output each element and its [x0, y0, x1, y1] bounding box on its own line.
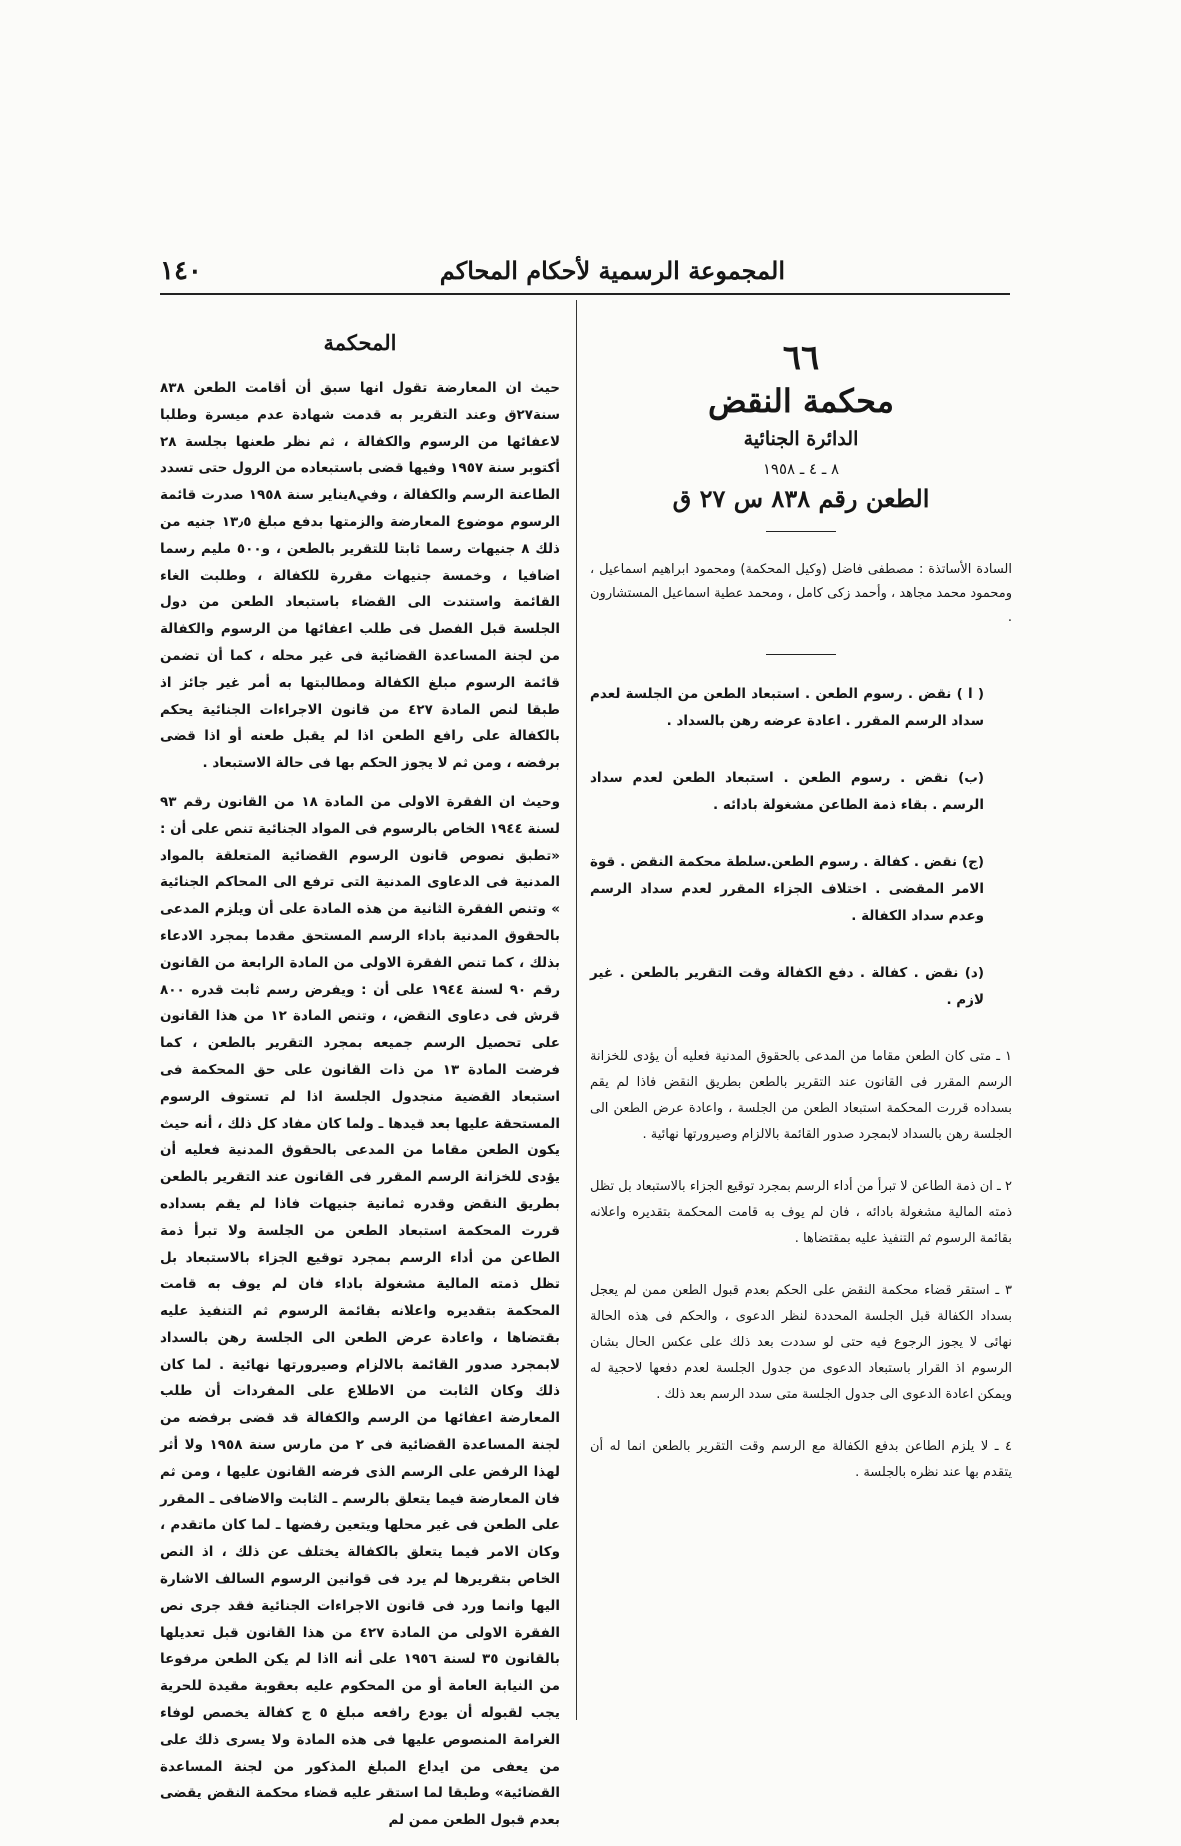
case-number: ٦٦ — [782, 338, 820, 378]
circuit-name: الدائرة الجنائية — [743, 428, 859, 450]
right-column — [590, 300, 1012, 1512]
justices-list: السادة الأساتذة : مصطفى فاضل (وكيل المحكمة) ومحمود ابراهيم اسماعيل ، ومحمود محمد مجاهد ، وأحمد زكى كامل ، ومحمد عطية اسماعيل المستشارون . — [590, 562, 1012, 625]
body-paragraph: وحيث ان الفقرة الاولى من المادة ١٨ من القانون رقم ٩٣ لسنة ١٩٤٤ الخاص بالرسوم فى المواد الجنائية تنص على أن : «تطبق نصوص قانون الرسوم القضائية المتعلقة بالمواد المدنية فى الدعاوى المدنية التى ترفع الى المحاكم الجنائية » وتنص الفقرة الثانية من هذه المادة على أن ويلزم المدعى بالحقوق المدنية باداء الرسم المستحق مقدما بمجرد الادعاء بذلك ، كما تنص الفقرة الاولى من المادة الرابعة من القانون رقم ٩٠ لسنة ١٩٤٤ على أن : ويفرض رسم ثابت قدره ٨٠٠ قرش فى دعاوى النقض، ، وتنص المادة ١٢ من هذا القانون على تحصيل الرسم جميعه بمجرد التقرير بالطعن ، كما فرضت المادة ١٣ من ذات القانون على حق المحكمة فى استبعاد القضية منجدول الجلسة اذا لم تستوف الرسوم المستحقة عليها بعد قيدها ـ ولما كان مفاد كل ذلك ، أنه حيث يكون الطعن مقاما من المدعى بالحقوق المدنية فعليه أن يؤدى للخزانة الرسم المقرر فى القانون عند التقرير بالطعن بطريق النقض وقدره ثمانية جنيهات فاذا لم يقم بسداده قررت المحكمة استبعاد الطعن من الجلسة ولا تبرأ ذمة الطاعن من أداء الرسم بمجرد توقيع الجزاء بالاستبعاد بل تظل ذمته المالية مشغولة باداء فان لم يوف به قامت المحكمة بتقديره واعلانه بقائمة الرسوم ثم التنفيذ عليه بقتضاها ، واعادة عرض الطعن الى الجلسة رهن بالسداد لابمجرد صدور القائمة بالالزام وصيرورتها نهائية . لما كان ذلك وكان الثابت من الاطلاع على المفردات أن طلب المعارضة اعفائها من الرسم والكفالة قد قضى برفضه من لجنة المساعدة القضائية فى ٢ من مارس سنة ١٩٥٨ ولا أثر لهذا الرفض على الرسم الذى فرضه القانون عليها ، ومن ثم فان المعارضة فيما يتعلق بالرسم ـ الثابت والاضافى ـ المقرر على الطعن فى غير محلها ويتعين رفضها ـ لما كان ماتقدم ، وكان الامر فيما يتعلق بالكفالة يختلف عن ذلك ، اذ النص الخاص بتقريرها لم يرد فى قوانين الرسوم السالف الاشارة اليها وانما ورد فى قانون الاجراءات الجنائية فقد جرى نص الفقرة الاولى من المادة ٤٢٧ من هذا القانون قبل تعديلها بالقانون ٣٥ لسنة ١٩٥٦ على أنه ااذا لم يكن الطعن مرفوعا من النيابة العامة أو من المحكوم عليه بعقوبة مقيدة للحرية يجب لقبوله أن يودع رافعه مبلغ ٥ ج كفالة يخصص لوفاء الغرامة المنصوص عليها فى هذه المادة ولا يسرى ذلك على من يعفى من ايداع المبلغ المذكور من لجنة المساعدة القضائية» وطبقا لما استقر عليه قضاء محكمة النقض يقضى بعدم قبول الطعن ممن لم — [160, 793, 561, 1829]
running-header — [160, 256, 1010, 296]
section-heading: المحكمة — [323, 330, 397, 355]
summary-a: ( ا ) نقض . رسوم الطعن . استبعاد الطعن من الجلسة لعدم سداد الرسم المقرر . اعادة عرضه رهن بالسداد . — [590, 686, 984, 729]
page-number: ١٤٠ — [160, 256, 202, 286]
summary-b: (ب) نقض . رسوم الطعن . استبعاد الطعن لعدم سداد الرسم . بقاء ذمة الطاعن مشغولة بادائه . — [590, 770, 984, 813]
principle-4: ٤ ـ لا يلزم الطاعن بدفع الكفالة مع الرسم وقت التقرير بالطعن انما له أن يتقدم بها عند نظره بالجلسة . — [590, 1439, 1012, 1480]
publication-title: المجموعة الرسمية لأحكام المحاكم — [439, 256, 785, 285]
section-rule — [766, 654, 836, 655]
summary-c: (ج) نقض . كفالة . رسوم الطعن.سلطة محكمة النقض . قوة الامر المقضى . اختلاف الجزاء المقرر لعدم سداد الرسم وعدم سداد الكفالة . — [590, 854, 984, 924]
body-paragraph: حيث ان المعارضة تقول انها سبق أن أقامت الطعن ٨٣٨ سنة٢٧ق وعند التقرير به قدمت شهادة عدم ميسرة وطلبا لاعفائها من الرسوم والكفالة ، ثم نظر طعنها بجلسة ٢٨ أكتوبر سنة ١٩٥٧ وفيها قضى باستبعاده من الرول حتى تسدد الطاعنة الرسم والكفالة ، وفي٨يناير سنة ١٩٥٨ صدرت قائمة الرسوم موضوع المعارضة والزمتها بدفع مبلغ ١٣٫٥ جنيه من ذلك ٨ جنيهات رسما ثابتا للتقرير بالطعن ، و٥٠٠ مليم رسما اضافيا ، وخمسة جنيهات مقررة للكفالة ، وطلبت الغاء القائمة واستندت الى القضاء باستبعاد الطعن من دول الجلسة قبل الفصل فى طلب اعفائها من الرسوم والكفالة من لجنة المساعدة القضائية فى غير محله ، كما أن تضمن قائمة الرسوم مبلغ الكفالة ومطالبتها به أمر غير جائز اذ طبقا لنص المادة ٤٢٧ من قانون الاجراءات الجنائية يحكم بالكفالة على رافع الطعن اذا لم يقبل طعنه أو اذا قضى برفضه ، ومن ثم لا يجوز الحكم بها فى حالة الاستبعاد . — [160, 380, 561, 772]
summary-d: (د) نقض . كفالة . دفع الكفالة وقت التقرير بالطعن . غير لازم . — [590, 965, 984, 1008]
header-rule — [160, 293, 1010, 295]
judgment-date: ٨ ـ ٤ ـ ١٩٥٨ — [762, 460, 840, 478]
section-rule — [766, 531, 836, 532]
principle-3: ٣ ـ استقر قضاء محكمة النقض على الحكم بعدم قبول الطعن ممن لم يعجل بسداد الكفالة قبل الجلسة المحددة لنظر الدعوى ، والحكم فى هذه الحالة نهائى لا يجوز الرجوع فيه حتى لو سددت بعد ذلك على عكس الحال بشان الرسوم اذ القرار باستبعاد الدعوى من جدول الجلسة لعدم دفعها لاحجية له ويمكن اعادة الدعوى الى جدول الجلسة متى سدد الرسم بعد ذلك . — [590, 1283, 1012, 1402]
left-column — [160, 300, 560, 1846]
column-divider — [576, 300, 577, 1720]
principle-2: ٢ ـ ان ذمة الطاعن لا تبرأ من أداء الرسم بمجرد توقيع الجزاء بالاستبعاد بل تظل ذمته المالية مشغولة بادائه ، فان لم يوف به قامت المحكمة بتقديره واعلانه بقائمة الرسوم ثم التنفيذ عليه بمقتضاها . — [590, 1179, 1012, 1246]
principle-1: ١ ـ متى كان الطعن مقاما من المدعى بالحقوق المدنية فعليه أن يؤدى للخزانة الرسم المقرر فى القانون عند التقرير بالطعن بطريق النقض فاذا لم يقم بسداده قررت المحكمة استبعاد الطعن من الجلسة ، واعادة عرض الطعن الى الجلسة رهن بالسداد لابمجرد صدور القائمة بالالزام وصيرورتها نهائية . — [590, 1049, 1012, 1142]
appeal-number: الطعن رقم ٨٣٨ س ٢٧ ق — [672, 484, 930, 513]
court-name: محكمة النقض — [708, 382, 894, 420]
